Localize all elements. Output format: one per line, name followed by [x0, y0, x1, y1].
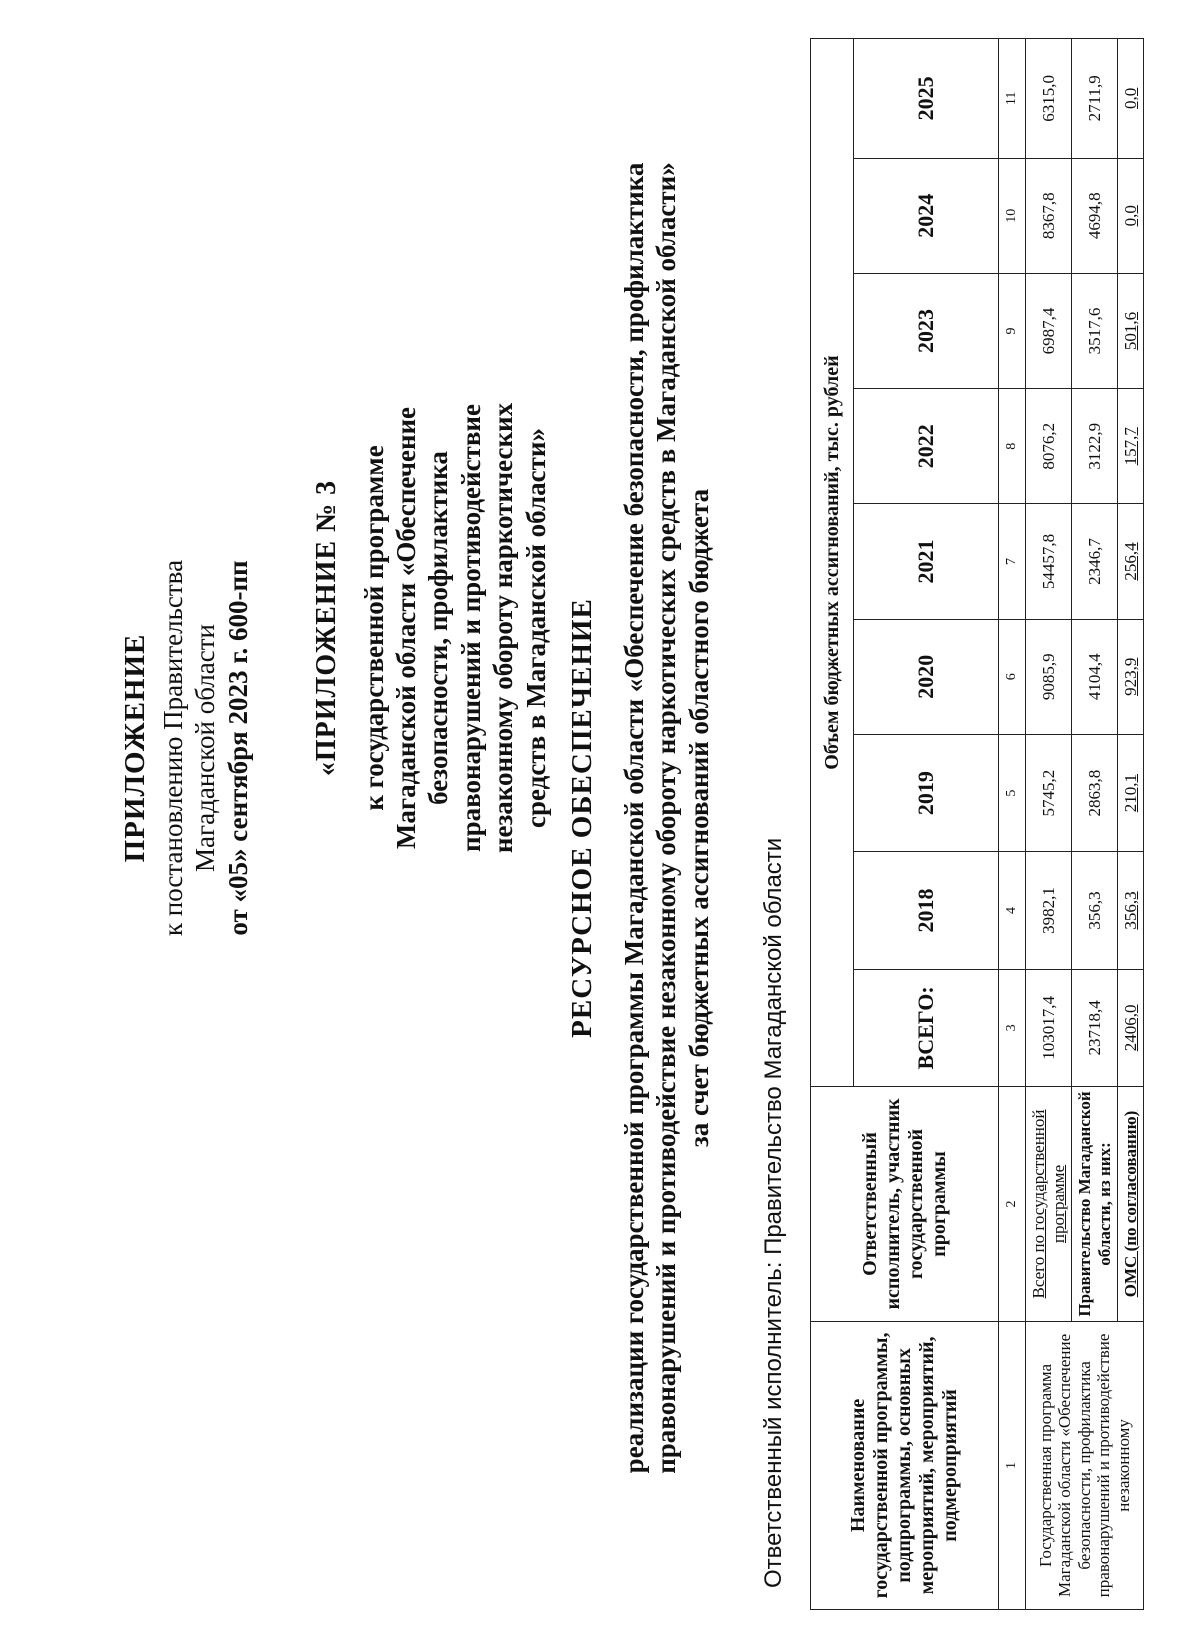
appendix3-line: Магаданской области «Обеспечение — [390, 406, 421, 850]
appendix-title: ПРИЛОЖЕНИЕ — [119, 633, 151, 863]
year-2025: 2025 — [854, 39, 999, 159]
value-cell: 356,3 — [1118, 852, 1144, 969]
value-cell: 0,0 — [1118, 158, 1144, 273]
resource-line: за счет бюджетных ассигнований областного бюджета — [683, 488, 714, 1148]
appendix-line2: Магаданской области — [190, 624, 221, 872]
budget-table — [810, 38, 1144, 1610]
value-cell: 54457,8 — [1026, 504, 1072, 619]
appendix3-line: к государственной программе — [358, 445, 389, 811]
appendix3-line: безопасности, профилактика — [423, 451, 454, 805]
row-executor: ОМС (по согласованию) — [1118, 1087, 1144, 1322]
col-number: 3 — [999, 969, 1026, 1086]
year-2021: 2021 — [854, 504, 999, 619]
col-number: 10 — [999, 158, 1026, 273]
resource-title: РЕСУРСНОЕ ОБЕСПЕЧЕНИЕ — [566, 598, 598, 1038]
value-cell: 356,3 — [1072, 852, 1118, 969]
col-number: 7 — [999, 504, 1026, 619]
col-number: 5 — [999, 734, 1026, 851]
value-cell: 157,7 — [1118, 389, 1144, 504]
appendix3-line: средств в Магаданской области» — [520, 428, 551, 828]
year-2019: 2019 — [854, 734, 999, 851]
resource-line: реализации государственной программы Магаданской области «Обеспечение безопасности, профилактика — [618, 162, 649, 1474]
value-cell: 3517,6 — [1072, 273, 1118, 388]
col-number: 8 — [999, 389, 1026, 504]
value-cell: 2863,8 — [1072, 734, 1118, 851]
appendix3-line: незаконному обороту наркотических — [488, 402, 519, 854]
col-number: 9 — [999, 273, 1026, 388]
appendix3-header — [310, 248, 552, 1008]
value-cell: 2711,9 — [1072, 39, 1118, 159]
program-name-cell: Государственная программа Магаданской области «Обеспечение безопасности, профилактика правонарушений и противодействие незаконному — [1026, 1321, 1144, 1609]
table-row — [1026, 39, 1072, 1610]
row-executor: Правительство Магаданской области, из них: — [1072, 1087, 1118, 1322]
value-cell: 210,1 — [1118, 734, 1144, 851]
value-cell: 4694,8 — [1072, 158, 1118, 273]
value-cell: 2406,0 — [1118, 969, 1144, 1086]
resource-line: правонарушений и противодействие незаконному обороту наркотических средств в Магаданской области» — [651, 162, 682, 1474]
year-total: ВСЕГО: — [854, 969, 999, 1086]
responsible-executor: Ответственный исполнитель: Правительство Магаданской области — [760, 837, 787, 1588]
appendix-header — [118, 268, 254, 1228]
value-cell: 8076,2 — [1026, 389, 1072, 504]
value-cell: 2346,7 — [1072, 504, 1118, 619]
col-header-name: Наименование государственной программы, подпрограммы, основных мероприятий, мероприятий, подмероприятий — [811, 1321, 999, 1609]
value-cell: 23718,4 — [1072, 969, 1118, 1086]
year-2018: 2018 — [854, 852, 999, 969]
value-cell: 5745,2 — [1026, 734, 1072, 851]
value-cell: 501,6 — [1118, 273, 1144, 388]
col-number: 6 — [999, 619, 1026, 734]
col-number: 4 — [999, 852, 1026, 969]
col-number: 2 — [999, 1087, 1026, 1322]
value-cell: 8367,8 — [1026, 158, 1072, 273]
year-2020: 2020 — [854, 619, 999, 734]
appendix3-line: правонарушений и противодействие — [455, 404, 486, 852]
appendix-line1: к постановлению Правительства — [157, 559, 188, 937]
appendix-date: от «05» сентября 2023 г. 600-пп — [222, 560, 253, 936]
year-2024: 2024 — [854, 158, 999, 273]
value-cell: 3982,1 — [1026, 852, 1072, 969]
value-cell: 4104,4 — [1072, 619, 1118, 734]
col-number: 1 — [999, 1321, 1026, 1609]
value-cell: 923,9 — [1118, 619, 1144, 734]
col-header-executor: Ответственный исполнитель, участник государственной программы — [811, 1087, 999, 1322]
col-number: 11 — [999, 39, 1026, 159]
appendix3-title: «ПРИЛОЖЕНИЕ № 3 — [311, 479, 342, 777]
resource-title-block — [565, 18, 715, 1618]
budget-header: Объем бюджетных ассигнований, тыс. рублей — [811, 39, 854, 1087]
value-cell: 103017,4 — [1026, 969, 1072, 1086]
year-2023: 2023 — [854, 273, 999, 388]
value-cell: 256,4 — [1118, 504, 1144, 619]
row-executor: Всего по государственной программе — [1026, 1087, 1072, 1322]
value-cell: 6987,4 — [1026, 273, 1072, 388]
year-2022: 2022 — [854, 389, 999, 504]
value-cell: 0,0 — [1118, 39, 1144, 159]
column-numbers-row — [999, 39, 1026, 1610]
value-cell: 9085,9 — [1026, 619, 1072, 734]
value-cell: 3122,9 — [1072, 389, 1118, 504]
value-cell: 6315,0 — [1026, 39, 1072, 159]
table-header-row — [811, 39, 854, 1610]
